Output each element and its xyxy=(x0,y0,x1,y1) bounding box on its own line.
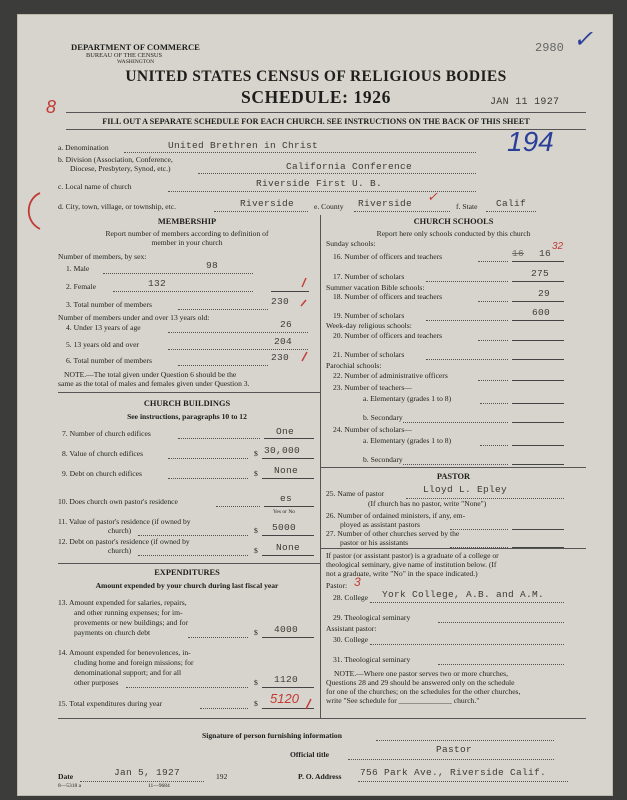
buildings-title: CHURCH BUILDINGS xyxy=(143,399,231,408)
assistant-pastor-label: Assistant pastor: xyxy=(326,624,377,633)
q25-label: 25. Name of pastor xyxy=(326,489,385,498)
red-bracket-mark xyxy=(29,193,40,229)
q13-label-2: and other running expenses; for im- xyxy=(74,608,183,617)
state-value: Calif xyxy=(496,198,527,209)
q5-line xyxy=(168,349,308,350)
city-field-label: d. City, town, village, or township, etc. xyxy=(58,202,177,211)
q22-label: 22. Number of administrative officers xyxy=(333,371,448,380)
county-line xyxy=(354,211,450,212)
q2-label: 2. Female xyxy=(66,282,96,291)
q19-value: 600 xyxy=(532,307,551,318)
q19-label: 19. Number of scholars xyxy=(333,311,405,320)
bureau-label: BUREAU OF THE CENSUS xyxy=(86,52,163,59)
q2-value: 132 xyxy=(148,278,167,289)
q8-label: 8. Value of church edifices xyxy=(62,449,144,458)
q24b-label: b. Secondary xyxy=(363,455,403,464)
q12-line xyxy=(138,555,248,556)
received-stamp-date: JAN 11 1927 xyxy=(490,97,560,108)
q15-label: 15. Total expenditures during year xyxy=(58,699,163,708)
side-number: 194 xyxy=(507,126,554,157)
q24b-line xyxy=(403,464,508,465)
q24b-box xyxy=(512,454,564,465)
q15-value: 5120 xyxy=(270,691,299,706)
q14-label-3: denominational support; and for all xyxy=(74,668,182,677)
q30-label: 30. College xyxy=(333,635,369,644)
date-value: Jan 5, 1927 xyxy=(114,767,181,778)
membership-title: MEMBERSHIP xyxy=(157,217,217,226)
expenditures-title: EXPENDITURES xyxy=(154,568,220,577)
membership-note-1: NOTE.—The total given under Question 6 should be the xyxy=(64,370,237,379)
q14-line xyxy=(126,687,248,688)
schools-intro: Report here only schools conducted by this church xyxy=(376,229,531,238)
official-title-line xyxy=(348,759,554,760)
q14-dollar: $ xyxy=(254,678,258,687)
q5-label: 5. 13 years old and over xyxy=(66,340,139,349)
q23b-label: b. Secondary xyxy=(363,413,403,422)
q9-value: None xyxy=(274,465,299,476)
denomination-value: United Brethren in Christ xyxy=(168,140,319,151)
q6-line xyxy=(178,365,268,366)
parochial-schools-label: Parochial schools: xyxy=(326,361,382,370)
q25-note: (If church has no pastor, write "None") xyxy=(368,499,487,508)
q26-label-2: ployed as assistant pastors xyxy=(340,520,420,529)
q9-line xyxy=(168,478,248,479)
q11-dollar: $ xyxy=(254,526,258,535)
census-schedule-page xyxy=(17,14,613,796)
q4-value: 26 xyxy=(280,319,293,330)
q1-value: 98 xyxy=(206,260,219,271)
q16-value: 16 xyxy=(539,248,552,259)
county-check-mark: ✓ xyxy=(427,189,438,204)
q22-box xyxy=(512,370,564,381)
q8-line xyxy=(168,458,248,459)
q20-line xyxy=(478,340,508,341)
q23a-label: a. Elementary (grades 1 to 8) xyxy=(363,394,452,403)
q24a-box xyxy=(512,435,564,446)
q17-value: 275 xyxy=(531,268,550,279)
q21-label: 21. Number of scholars xyxy=(333,350,405,359)
official-title-value: Pastor xyxy=(436,744,473,755)
right-rule-1 xyxy=(321,467,586,468)
denomination-line xyxy=(124,152,476,153)
q13-value: 4000 xyxy=(274,624,299,635)
q4-line xyxy=(168,332,308,333)
official-title-label: Official title xyxy=(290,750,330,759)
division-label: b. Division (Association, Conference, xyxy=(58,155,173,164)
buildings-subtitle: See instructions, paragraphs 10 to 12 xyxy=(127,412,247,421)
q10-value: es xyxy=(280,493,293,504)
q29-line xyxy=(438,622,564,623)
q31-label: 31. Theological seminary xyxy=(333,655,411,664)
q13-line xyxy=(188,637,248,638)
q14-label-1: 14. Amount expended for benevolences, in- xyxy=(58,648,191,657)
po-address-line xyxy=(358,781,568,782)
instruction-banner: FILL OUT A SEPARATE SCHEDULE FOR EACH CHURCH. SEE INSTRUCTIONS ON THE BACK OF THIS SHEET xyxy=(102,117,530,126)
page-title: UNITED STATES CENSUS OF RELIGIOUS BODIES xyxy=(125,68,507,85)
q13-label-3: provements or new buildings; and for xyxy=(74,618,189,627)
q28-label: 28. College xyxy=(333,593,369,602)
q2-box xyxy=(271,281,309,292)
division-line xyxy=(198,173,476,174)
yes-no-hint: Yes or No xyxy=(273,509,296,515)
q12-label-2: church) xyxy=(108,546,132,555)
q3-line xyxy=(178,309,268,310)
sunday-schools-label: Sunday schools: xyxy=(326,239,376,248)
city-value: Riverside xyxy=(240,198,295,209)
right-rule-2 xyxy=(321,548,586,549)
page-subtitle: SCHEDULE: 1926 xyxy=(241,87,391,107)
weekday-schools-label: Week-day religious schools: xyxy=(326,321,412,330)
local-name-label: c. Local name of church xyxy=(58,182,132,191)
q12-value: None xyxy=(276,542,301,553)
q26-box xyxy=(512,519,564,530)
q7-value: One xyxy=(276,426,295,437)
left-rule-2 xyxy=(58,563,320,564)
county-label: e. County xyxy=(314,202,344,211)
pastor-note-3: for one of the churches; on the schedules for the other churches, xyxy=(326,687,521,696)
q24-label: 24. Number of scholars— xyxy=(333,425,412,434)
q18-value: 29 xyxy=(538,288,551,299)
q18-line xyxy=(478,301,508,302)
form-code-2: 11—9684 xyxy=(148,783,170,789)
q5-value: 204 xyxy=(274,336,293,347)
department-label: DEPARTMENT OF COMMERCE xyxy=(71,42,200,52)
denomination-label: a. Denomination xyxy=(58,143,109,152)
year-suffix: 192 xyxy=(216,772,228,781)
state-line xyxy=(486,211,536,212)
q20-box xyxy=(512,330,564,341)
division-label-2: Diocese, Presbytery, Synod, etc.) xyxy=(70,164,171,173)
date-label: Date xyxy=(58,772,74,781)
pastor-mark: 3 xyxy=(354,575,361,589)
date-line xyxy=(80,781,204,782)
q30-line xyxy=(370,644,564,645)
q28-line xyxy=(370,602,564,603)
q21-box xyxy=(512,349,564,360)
q20-label: 20. Number of officers and teachers xyxy=(333,331,443,340)
q8-value: 30,000 xyxy=(264,445,301,456)
q17-label: 17. Number of scholars xyxy=(333,272,405,281)
left-rule-1 xyxy=(58,392,320,393)
q3-value: 230 xyxy=(271,296,290,307)
q28-value: York College, A.B. and A.M. xyxy=(382,589,545,600)
q9-label: 9. Debt on church edifices xyxy=(62,469,142,478)
q14-value: 1120 xyxy=(274,674,299,685)
q16-corrected-value: 32 xyxy=(552,241,564,252)
q15-line xyxy=(200,708,248,709)
membership-note-2: same as the total of males and females given under Question 3. xyxy=(58,379,250,388)
city-line xyxy=(214,211,308,212)
q10-label: 10. Does church own pastor's residence xyxy=(58,497,178,506)
q6-label: 6. Total number of members xyxy=(66,356,153,365)
q12-dollar: $ xyxy=(254,546,258,555)
q17-line xyxy=(426,281,508,282)
header-rule-top xyxy=(66,112,586,113)
members-by-sex-label: Number of members, by sex: xyxy=(58,252,147,261)
q27-box xyxy=(512,537,564,548)
q16-line xyxy=(478,261,508,262)
q16-value-struck: 16 xyxy=(512,248,525,259)
q23b-box xyxy=(512,412,564,423)
q9-dollar: $ xyxy=(254,469,258,478)
pastor-note-1: NOTE.—Where one pastor serves two or more churches, xyxy=(334,669,508,678)
graduate-note-3: not a graduate, write "No" in the space indicated.) xyxy=(326,569,478,578)
signature-label: Signature of person furnishing information xyxy=(202,731,342,740)
q23a-box xyxy=(512,393,564,404)
q22-line xyxy=(478,380,508,381)
q14-label-2: cluding home and foreign missions; for xyxy=(74,658,194,667)
graduate-note-2: theological seminary, give name of institution below. (If xyxy=(326,560,497,569)
footer-rule xyxy=(58,718,586,719)
pastor-sub-label: Pastor: xyxy=(326,581,348,590)
q10-line xyxy=(216,506,260,507)
membership-intro-2: member in your church xyxy=(151,238,223,247)
city-label: WASHINGTON xyxy=(117,59,155,65)
q27-label-1: 27. Number of other churches served by the xyxy=(326,529,460,538)
q4-label: 4. Under 13 years of age xyxy=(66,323,141,332)
q27-label-2: pastor or his assistants xyxy=(340,538,409,547)
q3-check-mark xyxy=(301,300,306,306)
q13-label-1: 13. Amount expended for salaries, repairs, xyxy=(58,598,187,607)
summer-schools-label: Summer vacation Bible schools: xyxy=(326,283,425,292)
form-number: 2980 xyxy=(535,41,564,55)
q2-line xyxy=(113,291,253,292)
state-label: f. State xyxy=(456,202,478,211)
q24a-label: a. Elementary (grades 1 to 8) xyxy=(363,436,452,445)
pastor-title: PASTOR xyxy=(436,472,471,481)
membership-intro-1: Report number of members according to definition of xyxy=(105,229,269,238)
q7-line xyxy=(178,438,260,439)
q6-value: 230 xyxy=(271,352,290,363)
q12-label-1: 12. Debt on pastor's residence (if owned by xyxy=(58,537,190,546)
q16-label: 16. Number of officers and teachers xyxy=(333,252,443,261)
q23b-line xyxy=(403,422,508,423)
signature-line xyxy=(376,740,554,741)
q8-dollar: $ xyxy=(254,449,258,458)
q14-label-4: other purposes xyxy=(74,678,119,687)
division-value: California Conference xyxy=(286,161,413,172)
q11-label-1: 11. Value of pastor's residence (if owned by xyxy=(58,517,191,526)
q15-dollar: $ xyxy=(254,699,258,708)
county-value: Riverside xyxy=(358,198,413,209)
q3-label: 3. Total number of members xyxy=(66,300,153,309)
q6-check-mark xyxy=(302,352,307,361)
graduate-note-1: If pastor (or assistant pastor) is a graduate of a college or xyxy=(326,551,499,560)
q11-line xyxy=(138,535,248,536)
q19-line xyxy=(426,320,508,321)
q24a-line xyxy=(480,445,508,446)
po-address-value: 756 Park Ave., Riverside Calif. xyxy=(360,767,547,778)
q23-label: 23. Number of teachers— xyxy=(333,383,412,392)
q23a-line xyxy=(480,403,508,404)
corner-mark: 8 xyxy=(46,97,57,117)
under-over-label: Number of members under and over 13 years old: xyxy=(58,313,210,322)
pastor-note-2: Questions 28 and 29 should be answered only on the schedule xyxy=(326,678,515,687)
q1-line xyxy=(103,273,253,274)
po-address-label: P. O. Address xyxy=(298,772,342,781)
q13-label-4: payments on church debt xyxy=(74,628,151,637)
q13-dollar: $ xyxy=(254,628,258,637)
expenditures-subtitle: Amount expended by your church during last fiscal year xyxy=(95,581,279,590)
q11-value: 5000 xyxy=(272,522,297,533)
q25-value: Lloyd L. Epley xyxy=(423,484,508,495)
check-mark: ✓ xyxy=(573,26,594,53)
q31-line xyxy=(438,664,564,665)
local-name-value: Riverside First U. B. xyxy=(256,178,383,189)
q1-label: 1. Male xyxy=(66,264,90,273)
q21-line xyxy=(426,359,508,360)
q26-label-1: 26. Number of ordained ministers, if any, em- xyxy=(326,511,466,520)
pastor-note-4: write "See schedule for ______________ church." xyxy=(326,696,480,705)
schools-title: CHURCH SCHOOLS xyxy=(413,217,494,226)
q18-label: 18. Number of officers and teachers xyxy=(333,292,443,301)
q29-label: 29. Theological seminary xyxy=(333,613,411,622)
form-code-1: 8—5318 a xyxy=(58,783,82,789)
q11-label-2: church) xyxy=(108,526,132,535)
q7-label: 7. Number of church edifices xyxy=(62,429,151,438)
